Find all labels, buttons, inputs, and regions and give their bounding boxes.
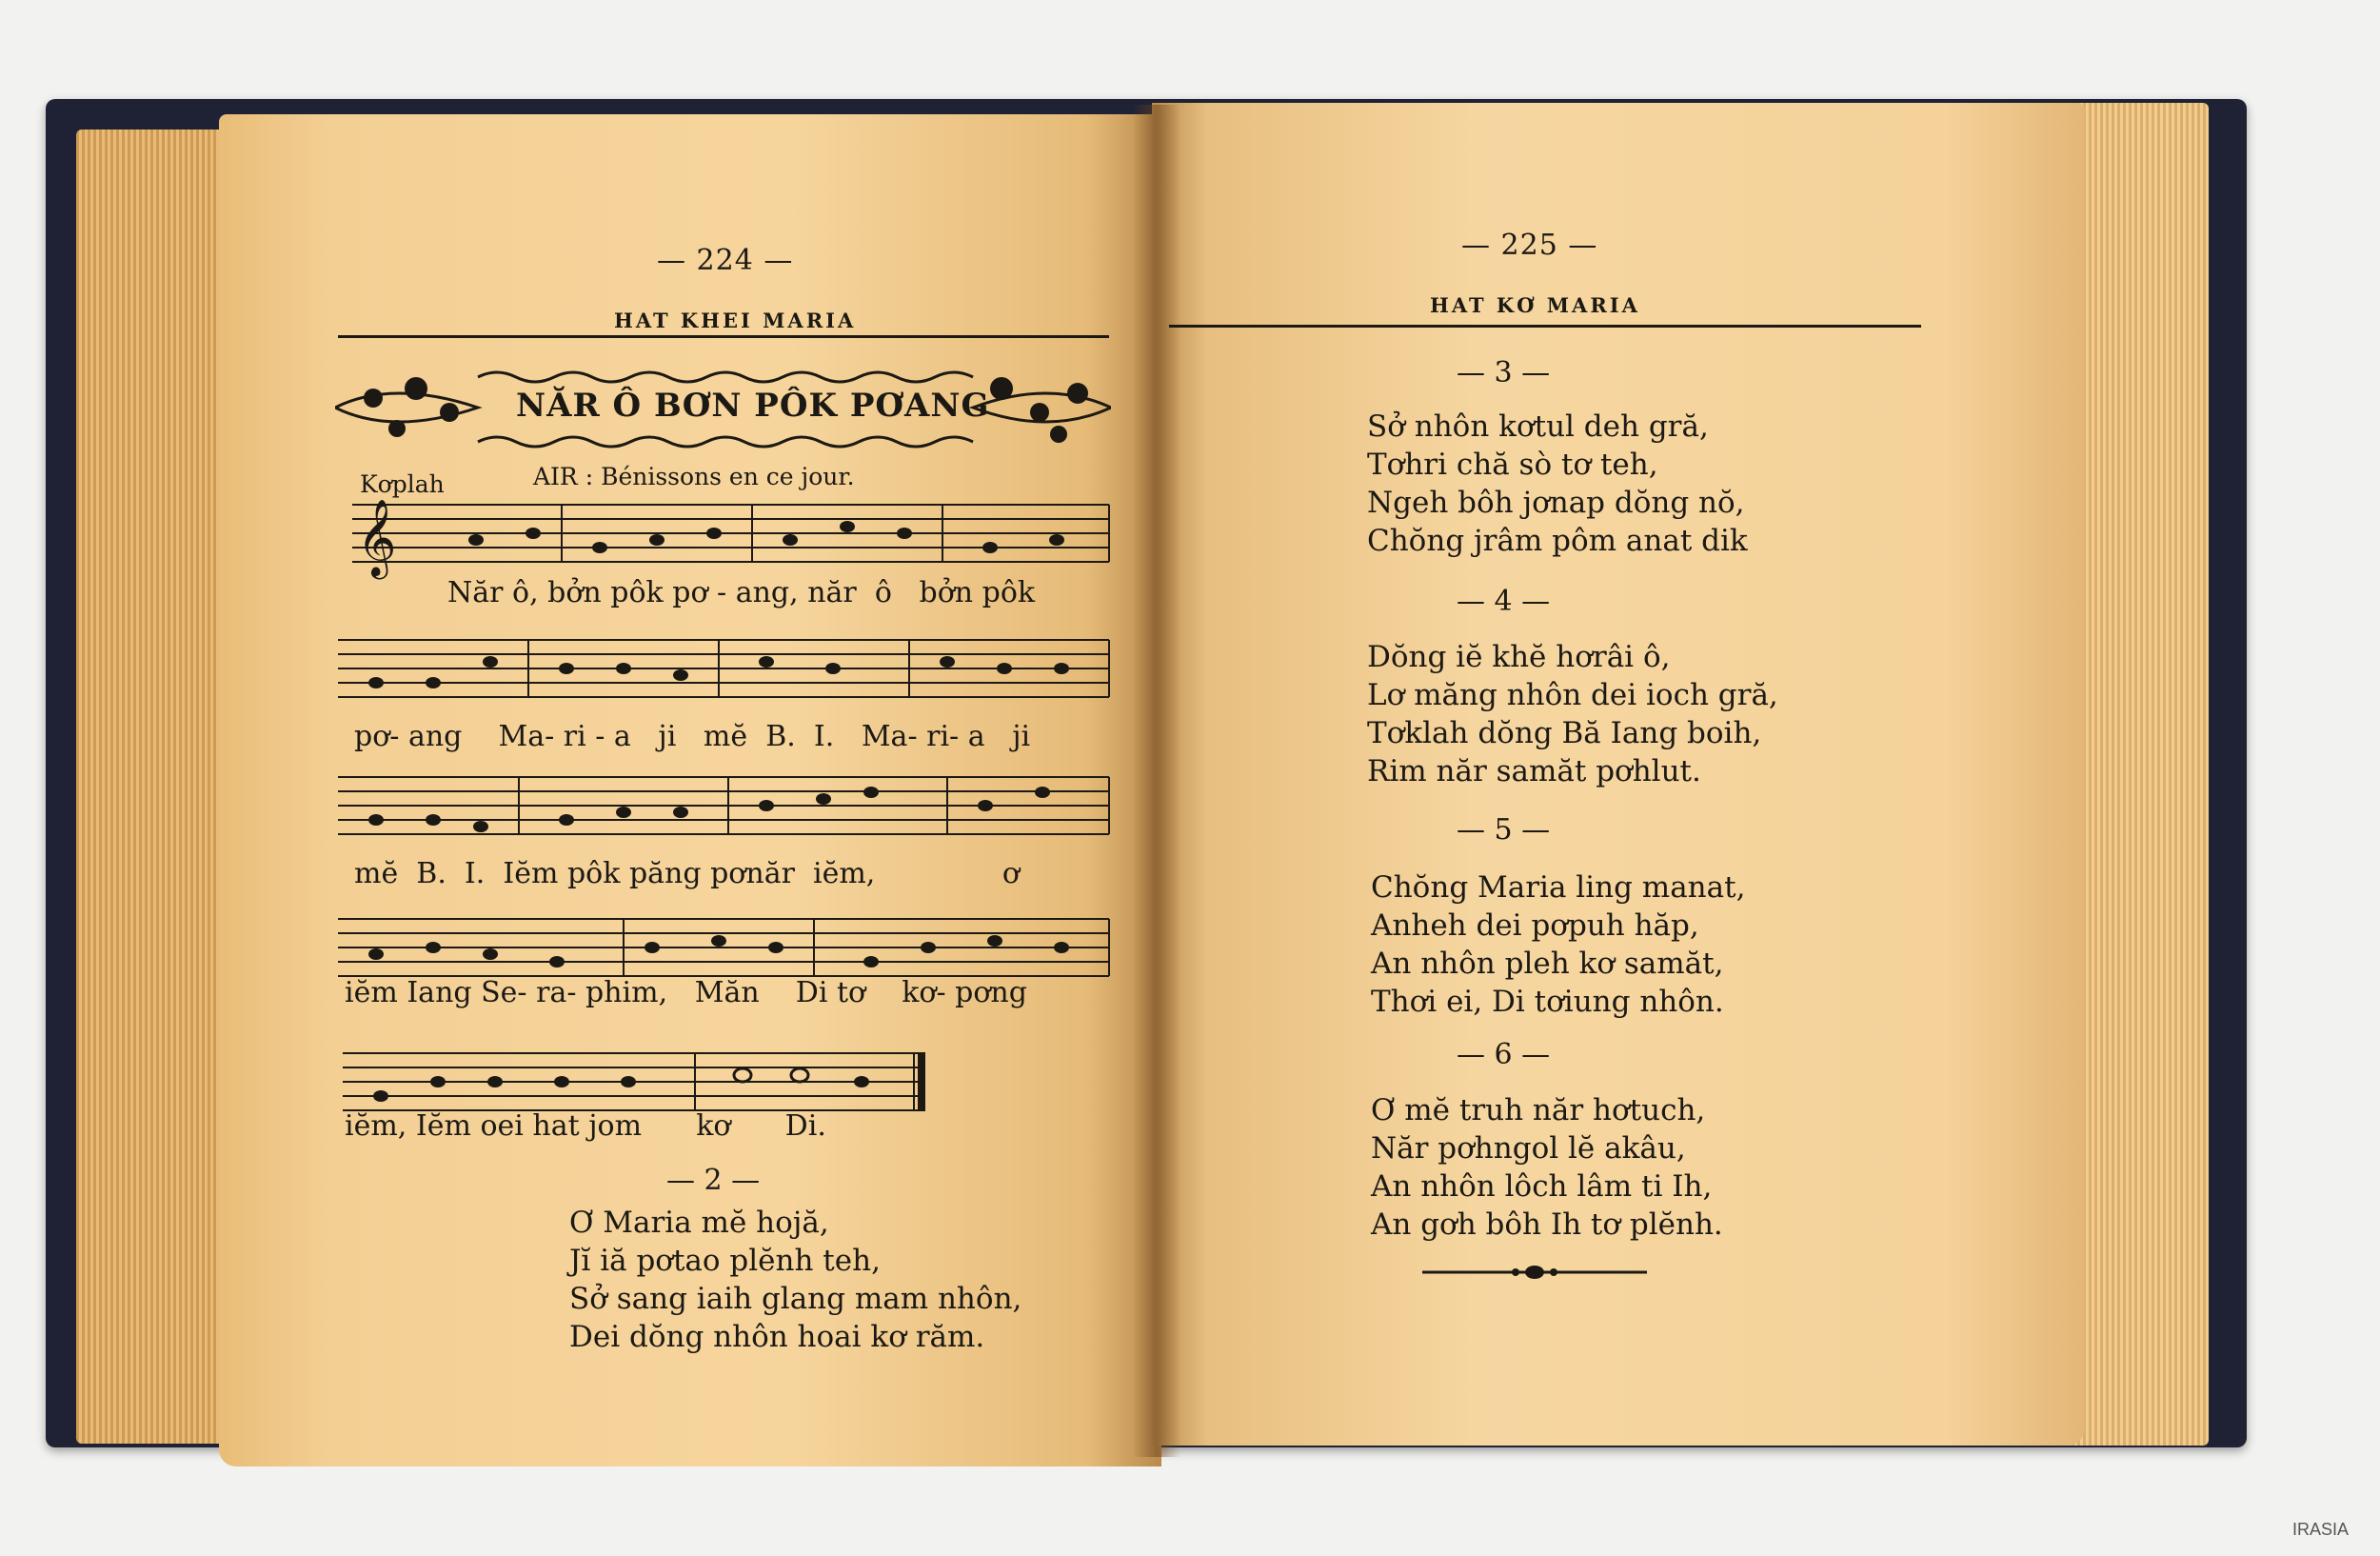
verse-2 [569, 1204, 1021, 1356]
left-page-edges [76, 130, 238, 1444]
lyric-line-5: iĕm, Iĕm oei hat jom kơ Di. [345, 1109, 826, 1143]
watermark-label: IRASIA [2292, 1520, 2350, 1539]
right-page-edges [2066, 103, 2209, 1446]
verse-2-line: Dei dŏng nhôn hoai kơ răm. [569, 1320, 985, 1354]
verse-6-line: Ơ mĕ truh năr hơtuch, [1371, 1093, 1706, 1127]
music-staff-2 [338, 630, 1114, 716]
running-head-left: HAT KHEI MARIA [614, 309, 857, 332]
verse-5-line: Chŏng Maria ling manat, [1371, 870, 1746, 905]
verse-5-number: — 5 — [1457, 813, 1551, 847]
running-head-right: HAT KƠ MARIA [1430, 293, 1640, 317]
verse-4-number: — 4 — [1457, 585, 1551, 618]
lyric-line-3: mĕ B. I. Iĕm pôk păng pơnăr iĕm, ơ [354, 857, 1020, 890]
verse-4-line: Lơ măng nhôn dei ioch gră, [1367, 678, 1778, 712]
verse-2-line: Sở sang iaih glang mam nhôn, [569, 1282, 1022, 1316]
verse-5-line: Anheh dei pơpuh hăp, [1371, 908, 1699, 943]
verse-3-line: Ngeh bôh jơnap dŏng nŏ, [1367, 486, 1745, 520]
verse-3-line: Tơhri chă sò tơ teh, [1367, 448, 1658, 482]
lyric-line-4: iĕm Iang Se- ra- phim, Măn Di tơ kơ- pơng [345, 976, 1027, 1009]
music-staff-1 [352, 495, 1114, 581]
book-gutter [1133, 105, 1180, 1457]
verse-6-line: An nhôn lôch lâm ti Ih, [1371, 1169, 1713, 1204]
song-title-banner [335, 360, 1111, 455]
verse-6-line: An gơh bôh Ih tơ plĕnh. [1371, 1207, 1723, 1242]
svg-text:𝄞: 𝄞 [357, 498, 397, 576]
verse-3 [1367, 408, 1748, 560]
verse-2-number: — 2 — [666, 1164, 761, 1197]
verse-3-number: — 3 — [1457, 356, 1551, 389]
lyric-line-2: pơ- ang Ma- ri - a ji mĕ B. I. Ma- ri- a ji [354, 720, 1031, 753]
verse-3-line: Sở nhôn kơtul deh gră, [1367, 409, 1709, 444]
verse-2-line: Ơ Maria mĕ hojă, [569, 1206, 829, 1240]
tempo-label: Kơplah [360, 470, 445, 498]
verse-4-line: Dŏng iĕ khĕ hơrâi ô, [1367, 640, 1671, 674]
verse-5-line: Thơi ei, Di tơiung nhôn. [1371, 985, 1724, 1019]
verse-3-line: Chŏng jrâm pôm anat dik [1367, 524, 1748, 558]
verse-6-line: Năr pơhngol lĕ akâu, [1371, 1131, 1686, 1166]
verse-6-number: — 6 — [1457, 1038, 1551, 1071]
end-ornament-icon [1422, 1263, 1647, 1282]
header-rule-left [338, 335, 1109, 338]
verse-4-line: Tơklah dŏng Bă Iang boih, [1367, 716, 1762, 750]
page-number-left: — 224 — [657, 244, 794, 277]
verse-6 [1371, 1091, 1723, 1244]
verse-5 [1371, 868, 1745, 1021]
lyric-line-1: Năr ô, bởn pôk pơ - ang, năr ô bởn pôk [447, 576, 1036, 609]
verse-2-line: Jĭ iă pơtao plĕnh teh, [569, 1244, 881, 1278]
header-rule-right [1169, 325, 1921, 328]
verse-4-line: Rim năr samăt pơhlut. [1367, 754, 1701, 788]
music-staff-3 [338, 768, 1114, 853]
verse-5-line: An nhôn pleh kơ samăt, [1371, 947, 1724, 981]
air-label: AIR : Bénissons en ce jour. [533, 463, 855, 490]
verse-4 [1367, 638, 1778, 790]
song-title: NĂR Ô BƠN PÔK PƠANG [516, 387, 990, 425]
page-number-right: — 225 — [1461, 229, 1598, 262]
